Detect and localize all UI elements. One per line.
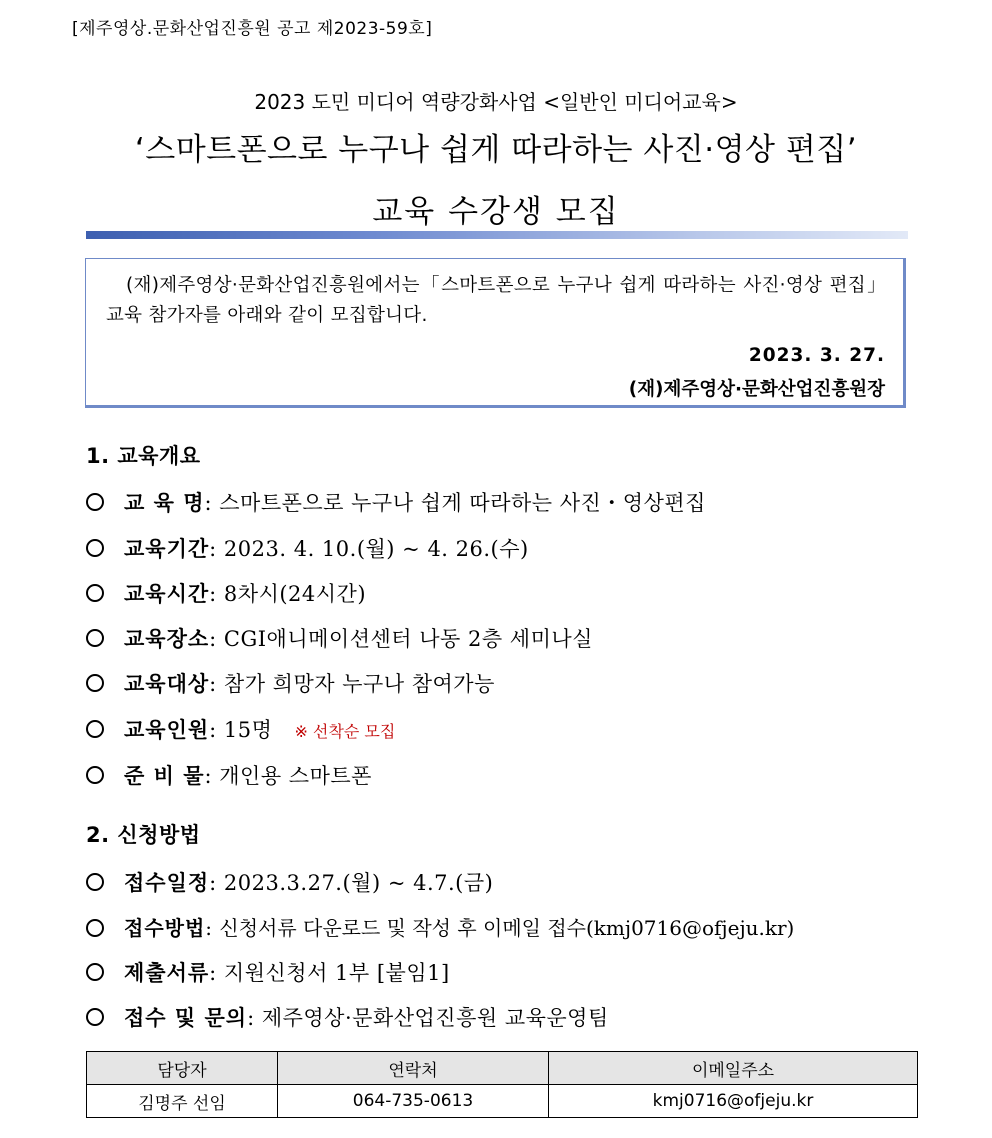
table-header-cell: 이메일주소 <box>549 1052 918 1085</box>
item-value: 개인용 스마트폰 <box>219 764 372 788</box>
circle-bullet-icon <box>86 873 104 891</box>
circle-bullet-icon <box>86 963 104 981</box>
list-item: 교 육 명: 스마트폰으로 누구나 쉽게 따라하는 사진・영상편집 <box>86 487 706 519</box>
item-label: 교육인원 <box>124 717 210 742</box>
list-item: 교육시간: 8차시(24시간) <box>86 578 366 610</box>
item-label: 접수 및 문의 <box>124 1005 248 1030</box>
table-cell: 김명주 선임 <box>87 1085 278 1118</box>
item-note: ※ 선착순 모집 <box>294 722 396 741</box>
intro-org: (재)제주영상·문화산업진흥원장 <box>628 379 885 400</box>
circle-bullet-icon <box>86 539 104 557</box>
table-row <box>87 1085 918 1118</box>
list-item: 교육장소: CGI애니메이션센터 나동 2층 세미나실 <box>86 623 593 655</box>
list-item: 준 비 물: 개인용 스마트폰 <box>86 760 372 792</box>
list-item: 교육인원: 15명 ※ 선착순 모집 <box>86 714 395 746</box>
item-value: 신청서류 다운로드 및 작성 후 이메일 접수(kmj0716@ofjeju.kr) <box>219 916 795 940</box>
circle-bullet-icon <box>86 720 104 738</box>
item-label: 제출서류 <box>124 960 210 985</box>
item-label: 교육시간 <box>124 581 210 606</box>
circle-bullet-icon <box>86 674 104 692</box>
table-header-cell: 연락처 <box>278 1052 549 1085</box>
table-cell: kmj0716@ofjeju.kr <box>549 1085 918 1118</box>
circle-bullet-icon <box>86 493 104 511</box>
table-cell: 064-735-0613 <box>278 1085 549 1118</box>
list-item: 접수방법: 신청서류 다운로드 및 작성 후 이메일 접수(kmj0716@ofjeju.kr) <box>86 912 794 944</box>
section2-heading: 2. 신청방법 <box>86 823 201 847</box>
title-underline-bar <box>86 231 908 239</box>
item-value: 지원신청서 1부 [붙임1] <box>223 961 450 985</box>
table-header-cell: 담당자 <box>87 1052 278 1085</box>
circle-bullet-icon <box>86 629 104 647</box>
item-value: 스마트폰으로 누구나 쉽게 따라하는 사진・영상편집 <box>219 491 706 515</box>
document-title-line2: 교육 수강생 모집 <box>372 194 620 230</box>
item-value: CGI애니메이션센터 나동 2층 세미나실 <box>223 627 593 651</box>
item-label: 교육장소 <box>124 626 210 651</box>
list-item: 교육기간: 2023. 4. 10.(월) ~ 4. 26.(수) <box>86 533 529 565</box>
list-item: 교육대상: 참가 희망자 누구나 참여가능 <box>86 668 495 700</box>
intro-text: (재)제주영상·문화산업진흥원에서는「스마트폰으로 누구나 쉽게 따라하는 사진·영상 편집」교육 참가자를 아래와 같이 모집합니다. <box>106 275 886 326</box>
item-value: 2023.3.27.(월) ~ 4.7.(금) <box>223 871 494 895</box>
circle-bullet-icon <box>86 766 104 784</box>
item-label: 접수방법 <box>124 916 206 940</box>
notice-number: [제주영상.문화산업진흥원 공고 제2023-59호] <box>72 19 433 39</box>
contact-table <box>86 1051 918 1118</box>
intro-date: 2023. 3. 27. <box>748 345 885 366</box>
item-value: 8차시(24시간) <box>223 582 367 606</box>
section1-heading: 1. 교육개요 <box>86 444 201 468</box>
item-label: 접수일정 <box>124 870 210 895</box>
item-value: 제주영상·문화산업진흥원 교육운영팀 <box>261 1006 609 1030</box>
list-item: 접수일정: 2023.3.27.(월) ~ 4.7.(금) <box>86 867 493 899</box>
circle-bullet-icon <box>86 919 104 937</box>
document-subtitle: 2023 도민 미디어 역량강화사업 <일반인 미디어교육> <box>254 90 738 114</box>
intro-box <box>85 258 906 408</box>
circle-bullet-icon <box>86 584 104 602</box>
item-value: 참가 희망자 누구나 참여가능 <box>223 672 495 696</box>
item-label: 준 비 물 <box>124 763 205 788</box>
item-value: 2023. 4. 10.(월) ~ 4. 26.(수) <box>223 537 529 561</box>
item-label: 교육기간 <box>124 536 210 561</box>
circle-bullet-icon <box>86 1008 104 1026</box>
list-item: 제출서류: 지원신청서 1부 [붙임1] <box>86 957 450 989</box>
document-title-line1: ‘스마트폰으로 누구나 쉽게 따라하는 사진·영상 편집’ <box>134 132 858 168</box>
list-item: 접수 및 문의: 제주영상·문화산업진흥원 교육운영팀 <box>86 1002 609 1034</box>
table-header-row <box>87 1052 918 1085</box>
item-label: 교 육 명 <box>124 490 205 515</box>
item-label: 교육대상 <box>124 671 210 696</box>
item-value: 15명 <box>223 718 273 742</box>
